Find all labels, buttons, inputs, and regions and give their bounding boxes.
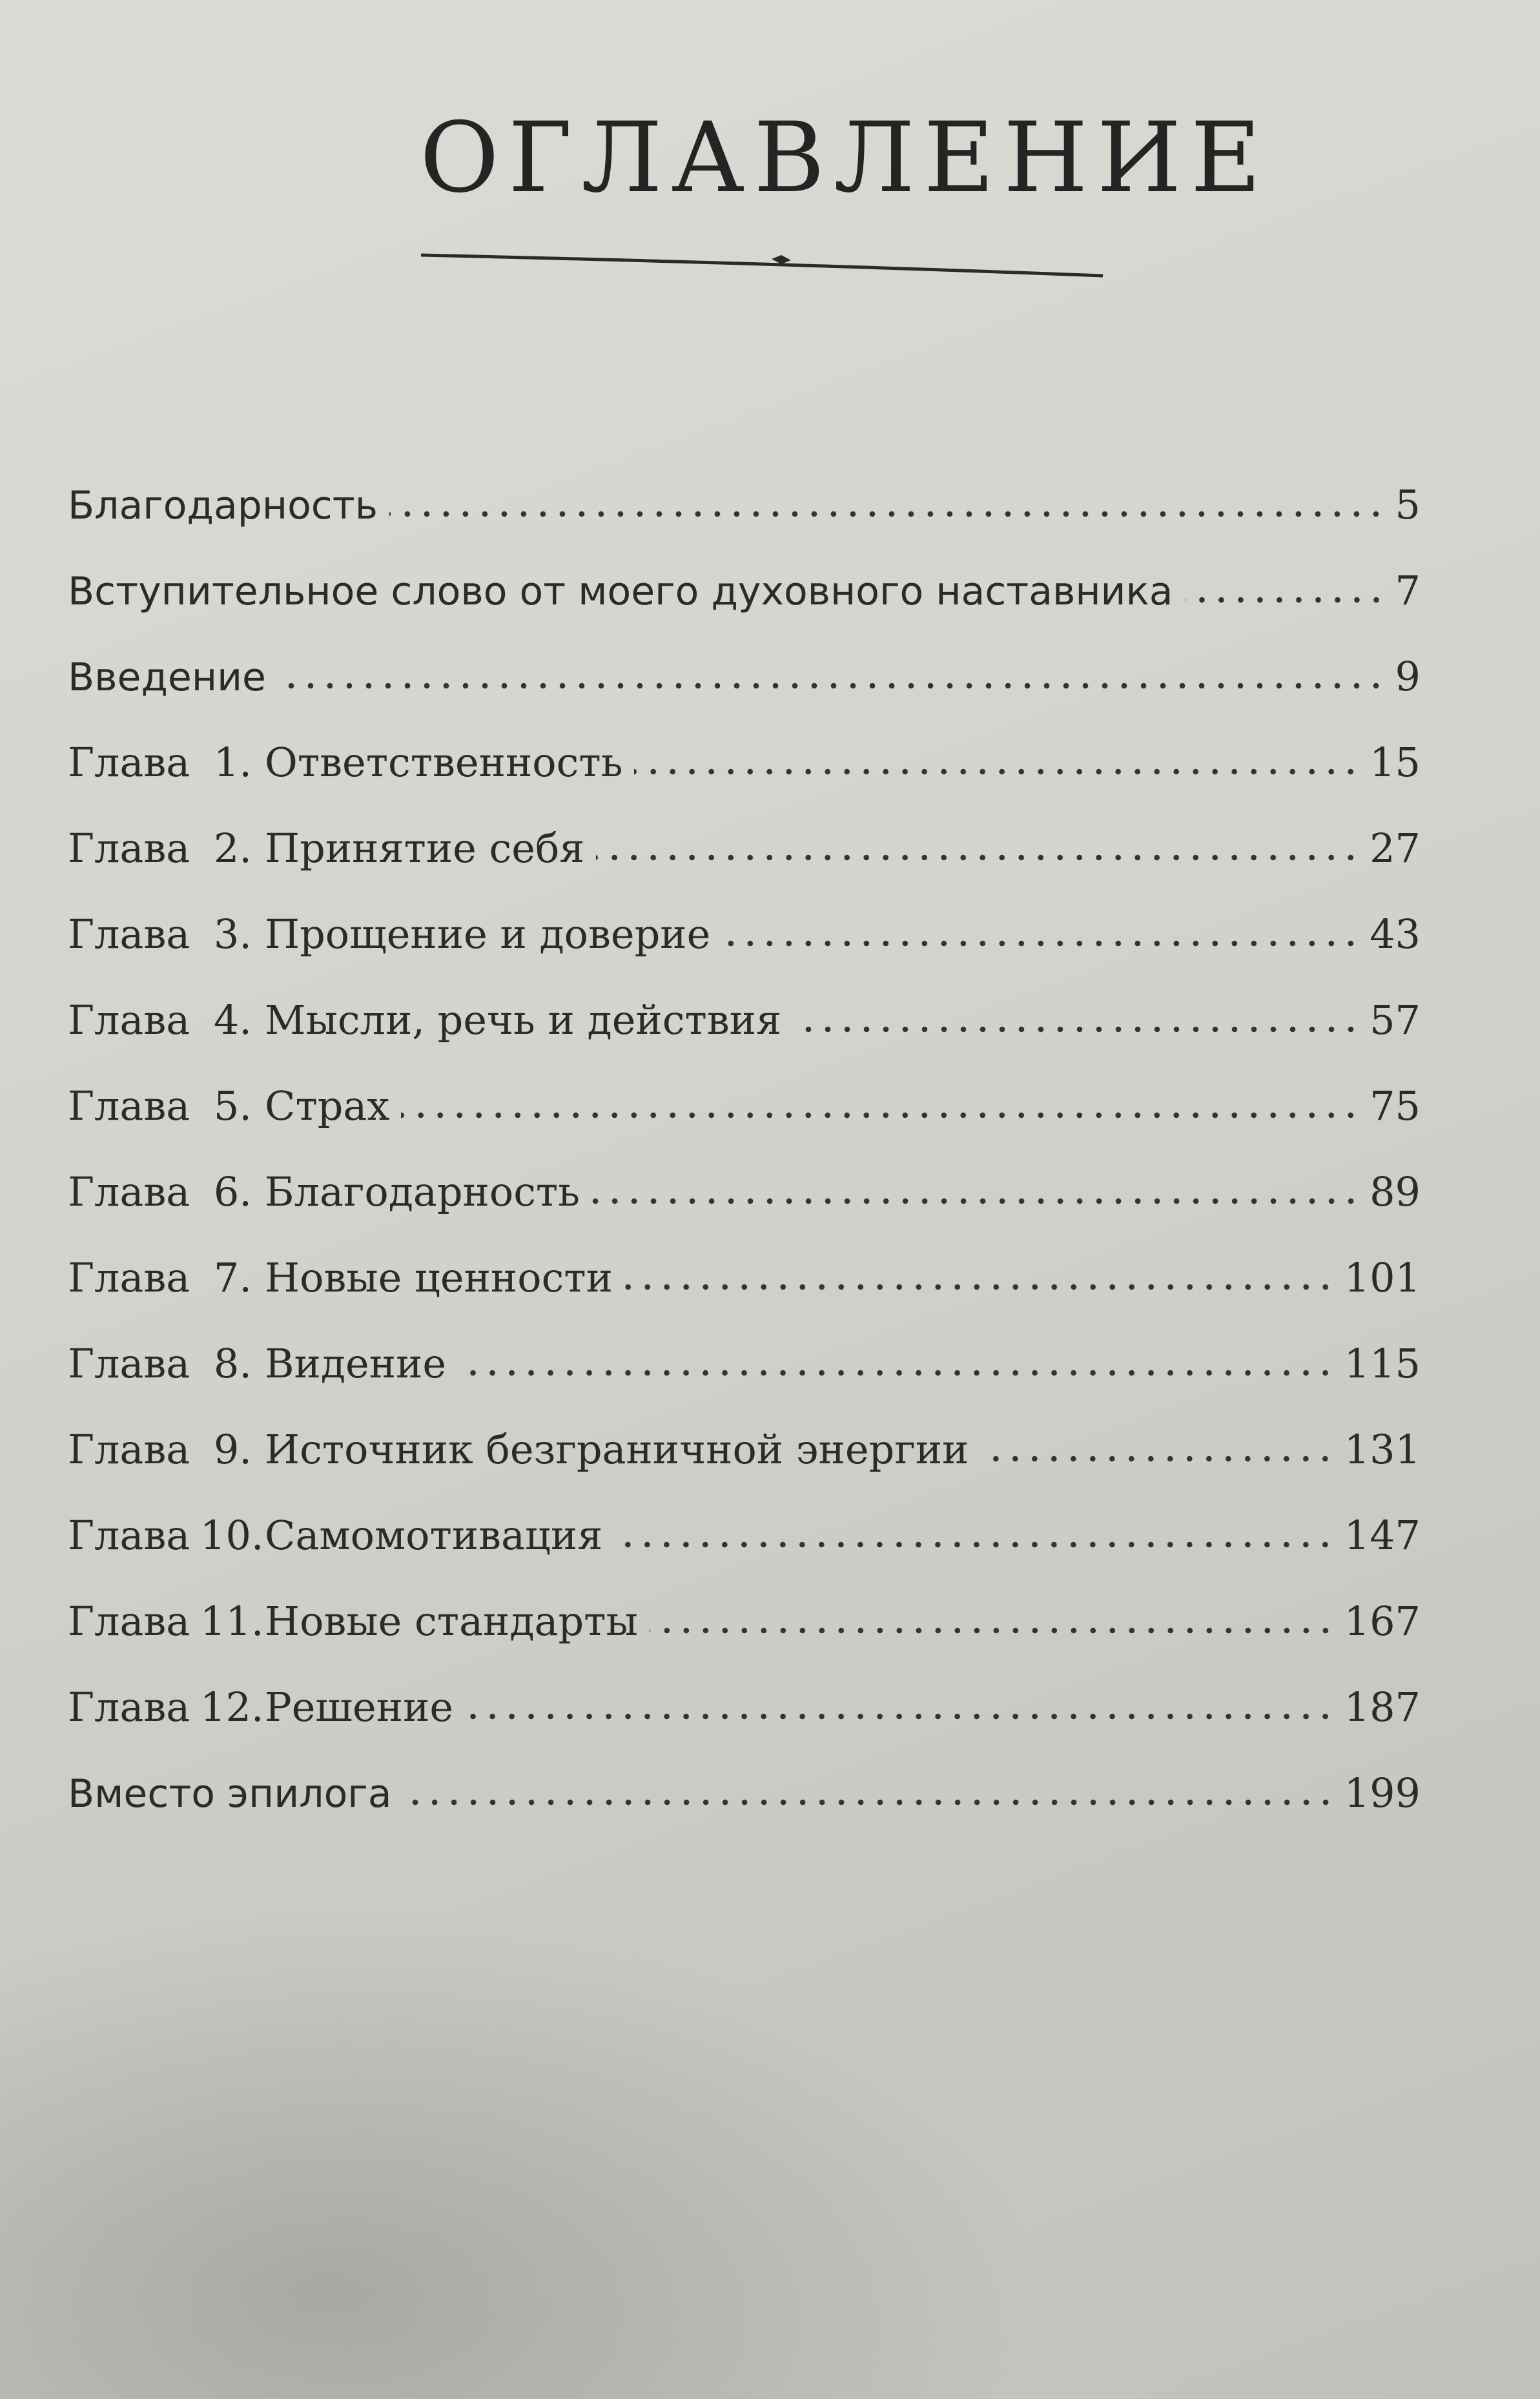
- dot-leader: [614, 1541, 1335, 1548]
- page-header: [420, 102, 1271, 304]
- chapter-title: Самомотивация: [265, 1512, 603, 1559]
- chapter-word: Глава: [68, 1683, 190, 1731]
- toc-entry-label: [68, 1512, 603, 1559]
- dot-leader: [980, 1456, 1335, 1462]
- chapter-number: 7.: [213, 1254, 252, 1301]
- toc-entry-label: [68, 911, 711, 958]
- page-number: 187: [1344, 1683, 1421, 1731]
- chapter-number: 3.: [213, 911, 252, 958]
- toc-entry: [68, 1298, 1421, 1387]
- hand-shadow: [0, 1873, 1098, 2399]
- chapter-number: 2.: [213, 825, 252, 872]
- toc-entry-label: [68, 1426, 969, 1473]
- page-number: 75: [1370, 1082, 1421, 1129]
- toc-entry-label: [68, 1082, 390, 1129]
- chapter-title: Мысли, речь и действия: [265, 996, 782, 1044]
- toc-entry: [68, 439, 1421, 528]
- title-underline-ornament: [420, 242, 1104, 281]
- section-title: Вступительное слово от моего духовного наставника: [68, 569, 1173, 614]
- section-title: Введение: [68, 655, 266, 700]
- page-number: 15: [1370, 739, 1421, 786]
- chapter-title: Новые ценности: [265, 1254, 613, 1301]
- page-number: 101: [1344, 1254, 1421, 1301]
- chapter-number: 6.: [213, 1168, 252, 1215]
- chapter-number: 5.: [213, 1082, 252, 1129]
- page-number: 167: [1344, 1598, 1421, 1645]
- chapter-title: Страх: [265, 1082, 390, 1129]
- chapter-title: Видение: [265, 1340, 447, 1387]
- toc-entry: [68, 1040, 1421, 1129]
- chapter-word: Глава: [68, 1168, 190, 1215]
- dot-leader: [793, 1026, 1360, 1033]
- dot-leader: [722, 940, 1360, 947]
- toc-entry: [68, 954, 1421, 1044]
- toc-entry: [68, 1212, 1421, 1301]
- chapter-title: Ответственность: [265, 739, 623, 786]
- chapter-title: Решение: [265, 1683, 454, 1731]
- page-number: 147: [1344, 1512, 1421, 1559]
- toc-entry-label: [68, 1168, 580, 1215]
- toc-entry: [68, 1126, 1421, 1215]
- chapter-number: 9.: [213, 1426, 252, 1473]
- toc-entry: [68, 1727, 1421, 1817]
- chapter-word: Глава: [68, 1598, 190, 1645]
- section-title: Благодарность: [68, 483, 378, 528]
- toc-entry-label: [68, 655, 266, 700]
- toc-entry: [68, 783, 1421, 872]
- toc-entry-label: [68, 569, 1173, 614]
- page-number: 7: [1395, 567, 1421, 614]
- page-number: 199: [1344, 1769, 1421, 1817]
- page-number: 9: [1395, 653, 1421, 700]
- dot-leader: [389, 511, 1386, 517]
- chapter-word: Глава: [68, 739, 190, 786]
- dot-leader: [278, 683, 1386, 689]
- chapter-number: 8.: [213, 1340, 252, 1387]
- chapter-number: 10.: [200, 1512, 264, 1559]
- toc-entry-label: [68, 739, 623, 786]
- toc-entry-label: [68, 1598, 638, 1645]
- page-number: 89: [1370, 1168, 1421, 1215]
- dot-leader: [401, 1112, 1360, 1118]
- toc-entry-label: [68, 1683, 454, 1731]
- chapter-word: Глава: [68, 1512, 190, 1559]
- dot-leader: [650, 1627, 1335, 1634]
- toc-entry-label: [68, 825, 585, 872]
- chapter-word: Глава: [68, 1082, 190, 1129]
- dot-leader: [458, 1370, 1335, 1376]
- page-number: 115: [1344, 1340, 1421, 1387]
- page-number: 27: [1370, 825, 1421, 872]
- chapter-number: 4.: [213, 996, 252, 1044]
- dot-leader: [1185, 597, 1386, 603]
- section-title: Вместо эпилога: [68, 1771, 392, 1817]
- dot-leader: [591, 1198, 1360, 1204]
- chapter-word: Глава: [68, 825, 190, 872]
- page-number: 57: [1370, 996, 1421, 1044]
- chapter-number: 1.: [213, 739, 252, 786]
- dot-leader: [596, 854, 1360, 861]
- chapter-word: Глава: [68, 1426, 190, 1473]
- chapter-title: Принятие себя: [265, 825, 585, 872]
- chapter-title: Благодарность: [265, 1168, 580, 1215]
- table-of-contents: [68, 439, 1421, 1817]
- dot-leader: [634, 768, 1360, 775]
- toc-entry-label: [68, 1340, 447, 1387]
- toc-entry: [68, 525, 1421, 614]
- toc-entry: [68, 1642, 1421, 1731]
- page-number: 131: [1344, 1426, 1421, 1473]
- page-number: 5: [1395, 481, 1421, 528]
- chapter-title: Новые стандарты: [265, 1598, 638, 1645]
- chapter-number: 11.: [200, 1598, 264, 1645]
- toc-entry: [68, 1470, 1421, 1559]
- dot-leader: [465, 1713, 1335, 1720]
- toc-entry-label: [68, 1771, 392, 1817]
- toc-entry: [68, 611, 1421, 700]
- dot-leader: [624, 1284, 1335, 1290]
- toc-entry: [68, 1384, 1421, 1473]
- toc-entry: [68, 869, 1421, 958]
- toc-entry: [68, 697, 1421, 786]
- chapter-title: Источник безграничной энергии: [265, 1426, 969, 1473]
- chapter-title: Прощение и доверие: [265, 911, 711, 958]
- toc-entry: [68, 1556, 1421, 1645]
- page-title: ОГЛАВЛЕНИЕ: [420, 102, 1271, 214]
- chapter-word: Глава: [68, 1254, 190, 1301]
- page-number: 43: [1370, 911, 1421, 958]
- toc-entry-label: [68, 483, 378, 528]
- chapter-word: Глава: [68, 1340, 190, 1387]
- dot-leader: [404, 1799, 1335, 1806]
- chapter-word: Глава: [68, 911, 190, 958]
- toc-entry-label: [68, 1254, 613, 1301]
- toc-entry-label: [68, 996, 782, 1044]
- chapter-word: Глава: [68, 996, 190, 1044]
- chapter-number: 12.: [200, 1683, 264, 1731]
